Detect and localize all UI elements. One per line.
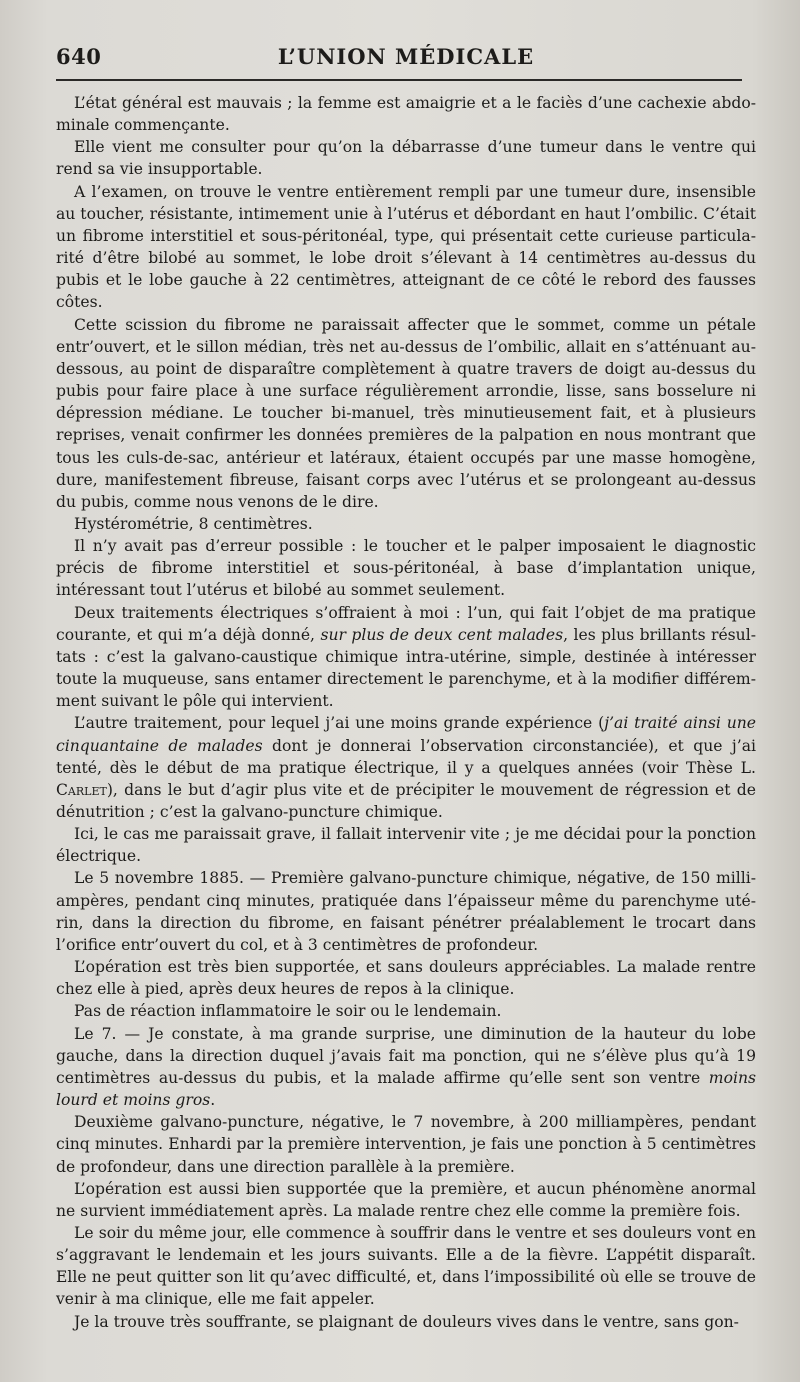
paragraph: Le soir du même jour, elle commence à souffrir dans le ventre et ses douleurs vont en s’aggravant le lendemain et les jours suivants. Elle a de la fièvre. L’appétit disparaît. Elle ne peut quitter son lit qu’avec difficulté, et, dans l’impossibilité où elle se trouve de venir à ma clinique, elle me fait appeler. bbox=[56, 1223, 756, 1309]
paragraph bbox=[56, 1023, 756, 1112]
paragraph: Deuxième galvano-puncture, négative, le 7 novembre, à 200 milliampères, pendant cinq minutes. Enhardi par la première intervention, je fais une ponction à 5 centimètres de profondeur, dans une direction parallèle à la première. bbox=[56, 1113, 756, 1176]
text-run: , les plus brillants résultats : c’est la galvano-caustique chimique intra-utérine, simple, destinée à intéresser toute la muqueuse, sans entamer directement le parenchyme, et à la modifier différemment suivant le pôle qui intervient. bbox=[56, 625, 756, 711]
italic-run: moins lourd et moins gros bbox=[56, 1068, 756, 1110]
page-number: 640 bbox=[56, 44, 102, 69]
running-title: L’UNION MÉDICALE bbox=[277, 44, 535, 69]
text-run: dont je donnerai l’observation circonstanciée), et que j’ai tenté, dès le début de ma pratique électrique, il y a quelques années (voir Thèse L. bbox=[56, 736, 756, 777]
author-name: Carlet bbox=[56, 780, 107, 799]
text-run: ), dans le but d’agir plus vite et de précipiter le mouvement de régression et de dénutrition ; c’est la galvano-puncture chimique. bbox=[56, 780, 756, 821]
page-header bbox=[56, 40, 756, 74]
paragraph: A l’examen, on trouve le ventre entièrement rempli par une tumeur dure, insensible au toucher, résistante, intimement unie à l’utérus et débordant en haut l’ombilic. C’était un fibrome interstitiel et sous-péritonéal, type, qui présentait cette curieuse particularité d’être bilobé au sommet, le lobe droit s’élevant à 14 centimètres au-dessus du pubis et le lobe gauche à 22 centimètres, atteignant de ce côté le rebord des fausses côtes. bbox=[56, 182, 756, 312]
paragraph: L’opération est très bien supportée, et sans douleurs appréciables. La malade rentre chez elle à pied, après deux heures de repos à la clinique. bbox=[56, 958, 756, 999]
paragraph: Elle vient me consulter pour qu’on la débarrasse d’une tumeur dans le ventre qui rend sa vie insupportable. bbox=[56, 138, 756, 179]
paragraph bbox=[56, 712, 756, 823]
body-text bbox=[56, 92, 756, 1333]
paragraph: Pas de réaction inflammatoire le soir ou le lendemain. bbox=[74, 1002, 502, 1021]
text-run: L’autre traitement, pour lequel j’ai une moins grande expérience ( bbox=[74, 714, 605, 733]
paragraph: L’opération est aussi bien supportée que la première, et aucun phénomène anormal ne survient immédiatement après. La malade rentre chez elle comme la première fois. bbox=[56, 1179, 756, 1220]
paragraph: Ici, le cas me paraissait grave, il fallait intervenir vite ; je me décidai pour la ponction électrique. bbox=[56, 825, 756, 866]
paragraph: Cette scission du fibrome ne paraissait affecter que le sommet, comme un pétale entr’ouvert, et le sillon médian, très net au-dessus de l’ombilic, allait en s’atténuant au-dessous, au point de disparaître complètement à quatre travers de doigt au-dessus du pubis pour faire place à une surface régulièrement arrondie, lisse, sans bosselure ni dépression médiane. Le toucher bi-manuel, très minutieusement fait, et à plusieurs reprises, venait confirmer les données premières de la palpation en nous montrant que tous les culs-de-sac, antérieur et latéraux, étaient occupés par une masse homogène, dure, manifestement fibreuse, faisant corps avec l’utérus et se prolongeant au-dessus du pubis, comme nous venons de le dire. bbox=[56, 315, 756, 511]
paragraph: Je la trouve très souffrante, se plaignant de douleurs vives dans le ventre, sans gon- bbox=[74, 1312, 739, 1331]
text-run: Le 7. — Je constate, à ma grande surprise, une diminution de la hauteur du lobe gauche, dans la direction duquel j’avais fait ma ponction, qui ne s’élève plus qu’à 19 centimètres au-dessus du pubis, et la malade affirme qu’elle sent son ventre bbox=[56, 1024, 756, 1087]
text-run: . bbox=[210, 1091, 216, 1110]
italic-run: j’ai traité ainsi une cinquantaine de malades bbox=[56, 714, 757, 755]
paragraph: Il n’y avait pas d’erreur possible : le toucher et le palper imposaient le diagnostic précis de fibrome interstitiel et sous-péritonéal, à base d’implantation unique, intéressant tout l’utérus et bilobé au sommet seulement. bbox=[56, 537, 756, 600]
paragraph: Hystérométrie, 8 centimètres. bbox=[74, 514, 313, 533]
text-run: Deux traitements électriques s’offraient à moi : l’un, qui fait l’objet de ma pratique courante, et qui m’a déjà donné, bbox=[56, 603, 756, 644]
header-rule bbox=[56, 79, 742, 81]
paragraph: Le 5 novembre 1885. — Première galvano-puncture chimique, négative, de 150 milliampères, pendant cinq minutes, pratiquée dans l’épaisseur même du parenchyme utérin, dans la direction du fibrome, en faisant pénétrer préalablement le trocart dans l’orifice entr’ouvert du col, et à 3 centimètres de profondeur. bbox=[56, 869, 756, 954]
paragraph: L’état général est mauvais ; la femme est amaigrie et a le faciès d’une cachexie abdominale commençante. bbox=[56, 94, 756, 135]
paragraph bbox=[56, 602, 756, 713]
italic-run: sur plus de deux cent malades bbox=[320, 625, 564, 644]
